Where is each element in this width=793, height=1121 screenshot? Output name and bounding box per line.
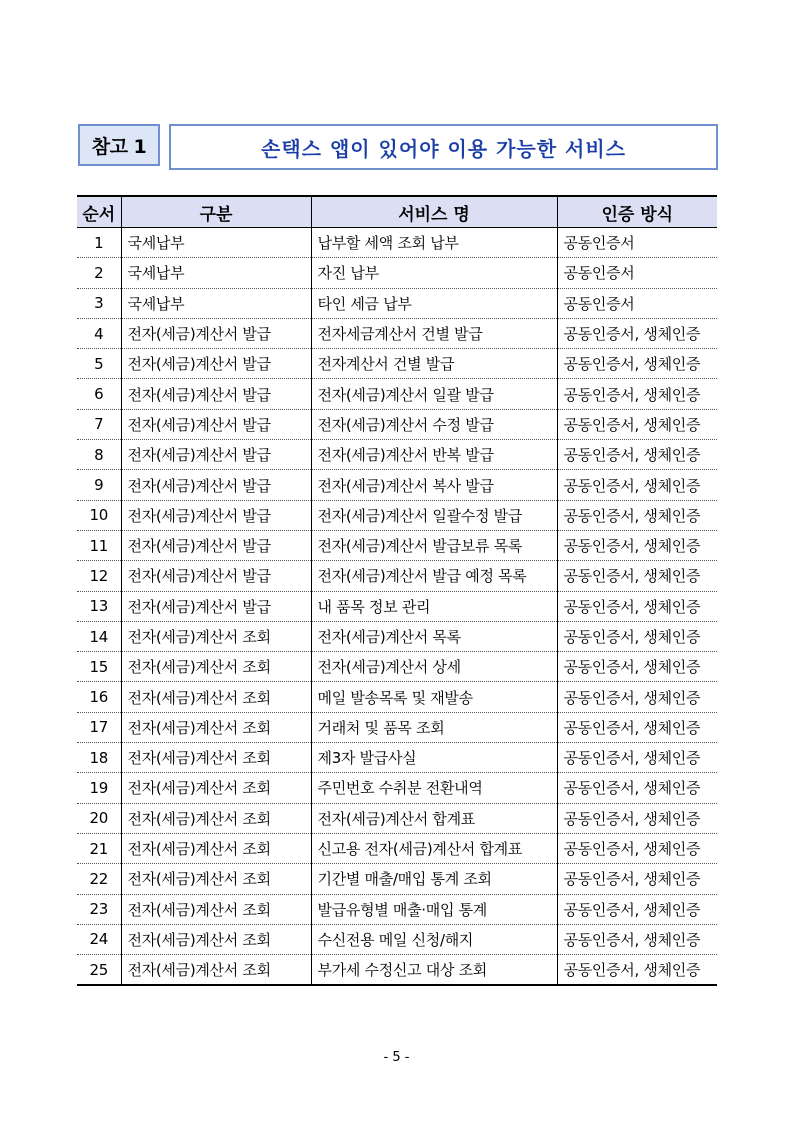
table-row <box>77 833 717 863</box>
cell-order: 4 <box>77 318 121 348</box>
cell-order: 6 <box>77 379 121 409</box>
cell-order: 13 <box>77 591 121 621</box>
cell-order: 25 <box>77 955 121 986</box>
cell-auth-method: 공동인증서, 생체인증 <box>557 530 717 560</box>
cell-auth-method: 공동인증서, 생체인증 <box>557 349 717 379</box>
cell-category: 전자(세금)계산서 발급 <box>121 318 311 348</box>
cell-service-name: 전자세금계산서 건별 발급 <box>311 318 557 348</box>
cell-category: 국세납부 <box>121 228 311 258</box>
cell-service-name: 신고용 전자(세금)계산서 합계표 <box>311 833 557 863</box>
cell-service-name: 전자(세금)계산서 반복 발급 <box>311 440 557 470</box>
cell-service-name: 전자(세금)계산서 수정 발급 <box>311 409 557 439</box>
cell-order: 19 <box>77 773 121 803</box>
cell-category: 전자(세금)계산서 조회 <box>121 833 311 863</box>
cell-service-name: 전자(세금)계산서 발급보류 목록 <box>311 530 557 560</box>
cell-category: 전자(세금)계산서 조회 <box>121 652 311 682</box>
cell-category: 전자(세금)계산서 조회 <box>121 682 311 712</box>
table-row <box>77 318 717 348</box>
cell-category: 전자(세금)계산서 조회 <box>121 864 311 894</box>
cell-service-name: 주민번호 수취분 전환내역 <box>311 773 557 803</box>
cell-category: 전자(세금)계산서 조회 <box>121 894 311 924</box>
cell-service-name: 거래처 및 품목 조회 <box>311 712 557 742</box>
cell-auth-method: 공동인증서, 생체인증 <box>557 833 717 863</box>
cell-order: 24 <box>77 924 121 954</box>
cell-service-name: 전자(세금)계산서 일괄 발급 <box>311 379 557 409</box>
cell-service-name: 부가세 수정신고 대상 조회 <box>311 955 557 986</box>
cell-category: 전자(세금)계산서 발급 <box>121 349 311 379</box>
cell-order: 8 <box>77 440 121 470</box>
cell-order: 3 <box>77 288 121 318</box>
cell-service-name: 전자(세금)계산서 발급 예정 목록 <box>311 561 557 591</box>
table-row <box>77 803 717 833</box>
cell-service-name: 발급유형별 매출·매입 통계 <box>311 894 557 924</box>
cell-auth-method: 공동인증서, 생체인증 <box>557 379 717 409</box>
cell-auth-method: 공동인증서, 생체인증 <box>557 803 717 833</box>
cell-order: 20 <box>77 803 121 833</box>
page-number: - 5 - <box>383 1050 410 1065</box>
table-row <box>77 924 717 954</box>
cell-order: 7 <box>77 409 121 439</box>
cell-order: 16 <box>77 682 121 712</box>
cell-order: 10 <box>77 500 121 530</box>
cell-service-name: 기간별 매출/매입 통계 조회 <box>311 864 557 894</box>
cell-auth-method: 공동인증서, 생체인증 <box>557 652 717 682</box>
cell-auth-method: 공동인증서, 생체인증 <box>557 894 717 924</box>
cell-order: 11 <box>77 530 121 560</box>
cell-auth-method: 공동인증서, 생체인증 <box>557 955 717 986</box>
cell-service-name: 전자(세금)계산서 합계표 <box>311 803 557 833</box>
cell-category: 전자(세금)계산서 발급 <box>121 561 311 591</box>
column-header-category: 구분 <box>121 196 311 228</box>
cell-order: 9 <box>77 470 121 500</box>
cell-auth-method: 공동인증서, 생체인증 <box>557 864 717 894</box>
column-header-auth-method: 인증 방식 <box>557 196 717 228</box>
cell-category: 전자(세금)계산서 발급 <box>121 440 311 470</box>
cell-service-name: 전자(세금)계산서 목록 <box>311 621 557 651</box>
cell-order: 23 <box>77 894 121 924</box>
table-row <box>77 500 717 530</box>
cell-auth-method: 공동인증서 <box>557 258 717 288</box>
table-row <box>77 288 717 318</box>
cell-category: 전자(세금)계산서 발급 <box>121 379 311 409</box>
table-row <box>77 773 717 803</box>
cell-service-name: 메일 발송목록 및 재발송 <box>311 682 557 712</box>
table-row <box>77 349 717 379</box>
cell-auth-method: 공동인증서, 생체인증 <box>557 591 717 621</box>
cell-order: 14 <box>77 621 121 651</box>
cell-category: 전자(세금)계산서 조회 <box>121 712 311 742</box>
cell-category: 전자(세금)계산서 조회 <box>121 803 311 833</box>
cell-order: 5 <box>77 349 121 379</box>
table-row <box>77 864 717 894</box>
cell-auth-method: 공동인증서, 생체인증 <box>557 924 717 954</box>
cell-service-name: 전자(세금)계산서 상세 <box>311 652 557 682</box>
table-row <box>77 621 717 651</box>
table-row <box>77 682 717 712</box>
cell-category: 전자(세금)계산서 조회 <box>121 955 311 986</box>
cell-order: 1 <box>77 228 121 258</box>
cell-order: 2 <box>77 258 121 288</box>
column-header-service-name: 서비스 명 <box>311 196 557 228</box>
cell-auth-method: 공동인증서, 생체인증 <box>557 621 717 651</box>
cell-category: 전자(세금)계산서 발급 <box>121 530 311 560</box>
page-title: 손택스 앱이 있어야 이용 가능한 서비스 <box>169 124 718 170</box>
table-row <box>77 409 717 439</box>
cell-auth-method: 공동인증서, 생체인증 <box>557 561 717 591</box>
table-row <box>77 228 717 258</box>
cell-category: 전자(세금)계산서 발급 <box>121 470 311 500</box>
cell-service-name: 제3자 발급사실 <box>311 743 557 773</box>
cell-category: 전자(세금)계산서 조회 <box>121 924 311 954</box>
cell-category: 국세납부 <box>121 288 311 318</box>
table-header-row <box>77 196 717 228</box>
table-row <box>77 258 717 288</box>
cell-auth-method: 공동인증서, 생체인증 <box>557 500 717 530</box>
table-row <box>77 379 717 409</box>
table-row <box>77 561 717 591</box>
cell-category: 전자(세금)계산서 발급 <box>121 409 311 439</box>
table-row <box>77 470 717 500</box>
table-row <box>77 591 717 621</box>
cell-service-name: 타인 세금 납부 <box>311 288 557 318</box>
cell-auth-method: 공동인증서 <box>557 228 717 258</box>
column-header-order: 순서 <box>77 196 121 228</box>
cell-auth-method: 공동인증서, 생체인증 <box>557 712 717 742</box>
cell-order: 12 <box>77 561 121 591</box>
cell-order: 15 <box>77 652 121 682</box>
cell-service-name: 내 품목 정보 관리 <box>311 591 557 621</box>
cell-category: 전자(세금)계산서 발급 <box>121 591 311 621</box>
cell-service-name: 전자(세금)계산서 복사 발급 <box>311 470 557 500</box>
cell-service-name: 전자계산서 건별 발급 <box>311 349 557 379</box>
cell-auth-method: 공동인증서, 생체인증 <box>557 440 717 470</box>
cell-auth-method: 공동인증서, 생체인증 <box>557 773 717 803</box>
table-row <box>77 894 717 924</box>
cell-category: 전자(세금)계산서 조회 <box>121 621 311 651</box>
cell-order: 18 <box>77 743 121 773</box>
cell-service-name: 납부할 세액 조회 납부 <box>311 228 557 258</box>
cell-auth-method: 공동인증서, 생체인증 <box>557 743 717 773</box>
cell-category: 전자(세금)계산서 조회 <box>121 743 311 773</box>
table-row <box>77 440 717 470</box>
table-row <box>77 712 717 742</box>
table-row <box>77 955 717 986</box>
cell-order: 22 <box>77 864 121 894</box>
cell-auth-method: 공동인증서, 생체인증 <box>557 318 717 348</box>
reference-label: 참고 1 <box>78 124 160 166</box>
cell-service-name: 전자(세금)계산서 일괄수정 발급 <box>311 500 557 530</box>
table-row <box>77 530 717 560</box>
cell-category: 국세납부 <box>121 258 311 288</box>
cell-auth-method: 공동인증서, 생체인증 <box>557 409 717 439</box>
table-row <box>77 652 717 682</box>
cell-category: 전자(세금)계산서 조회 <box>121 773 311 803</box>
cell-service-name: 수신전용 메일 신청/해지 <box>311 924 557 954</box>
cell-category: 전자(세금)계산서 발급 <box>121 500 311 530</box>
cell-order: 17 <box>77 712 121 742</box>
cell-auth-method: 공동인증서 <box>557 288 717 318</box>
cell-service-name: 자진 납부 <box>311 258 557 288</box>
table-row <box>77 743 717 773</box>
service-table <box>77 195 717 986</box>
cell-order: 21 <box>77 833 121 863</box>
cell-auth-method: 공동인증서, 생체인증 <box>557 470 717 500</box>
cell-auth-method: 공동인증서, 생체인증 <box>557 682 717 712</box>
